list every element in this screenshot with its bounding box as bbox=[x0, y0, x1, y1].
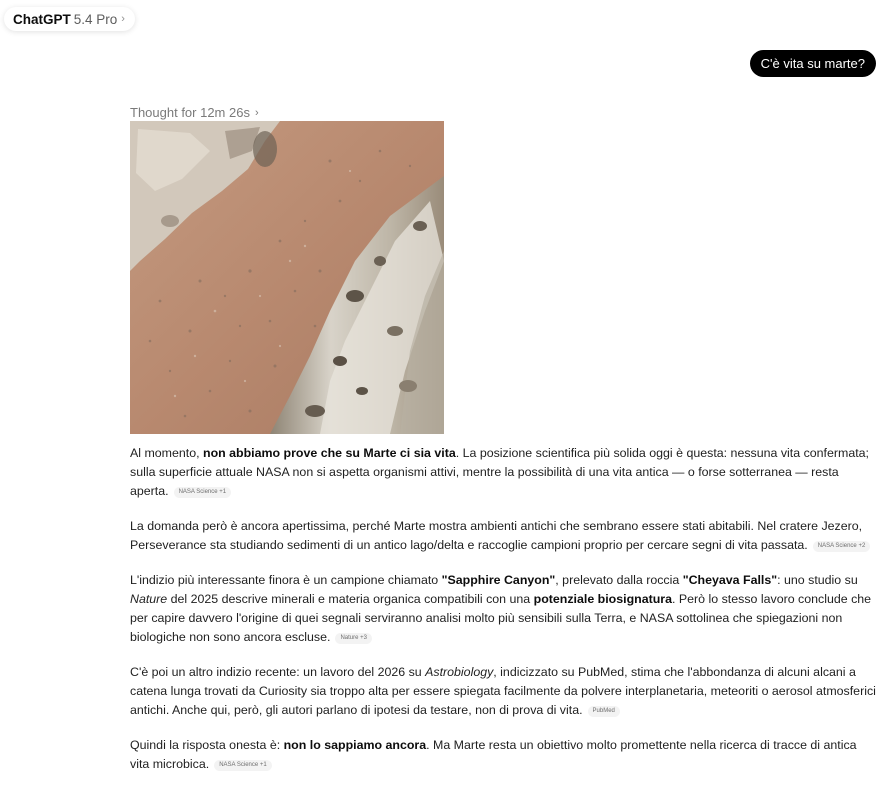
answer-paragraph bbox=[130, 736, 878, 774]
answer-text: Al momento, bbox=[130, 446, 203, 460]
answer-bold-text: potenziale biosignatura bbox=[533, 592, 673, 606]
answer-bold-text: "Sapphire Canyon" bbox=[441, 573, 556, 587]
thought-toggle[interactable] bbox=[130, 105, 259, 120]
answer-italic-text: Nature bbox=[130, 592, 168, 606]
answer-bold-text: "Cheyava Falls" bbox=[682, 573, 778, 587]
citation-badge[interactable]: NASA Science +1 bbox=[174, 487, 232, 498]
answer-text: . Ma Marte resta un obiettivo molto promettente nella ricerca di tracce di antica vita microbica. bbox=[130, 738, 857, 771]
answer-text: : uno studio su bbox=[777, 573, 858, 587]
mars-rock-image[interactable] bbox=[130, 121, 444, 434]
answer-italic-text: Astrobiology bbox=[425, 665, 494, 679]
answer-bold-text: non lo sappiamo ancora bbox=[283, 738, 427, 752]
answer-bold-text: non abbiamo prove che su Marte ci sia vita bbox=[203, 446, 456, 460]
answer-text: . Però lo stesso lavoro conclude che per capire davvero l'origine di quei segnali serviranno analisi molto più sensibili sulla Terra, e NASA sottolinea che spiegazioni non biologiche non sono ancora escluse. bbox=[130, 592, 872, 644]
mars-rock-picture bbox=[130, 121, 444, 434]
answer-paragraph bbox=[130, 444, 878, 501]
model-version: 5.4 Pro bbox=[73, 11, 118, 27]
model-name: ChatGPT bbox=[13, 11, 71, 27]
answer-paragraph bbox=[130, 517, 878, 555]
answer-text: . La posizione scientifica più solida oggi è questa: nessuna vita confermata; sulla superficie attuale NASA non si aspetta organismi attivi, mentre la possibilità di una vita antica — o forse sotterranea — resta aperta. bbox=[130, 446, 869, 498]
answer-text: , prelevato dalla roccia bbox=[555, 573, 683, 587]
answer-paragraph bbox=[130, 571, 878, 647]
answer-text: L'indizio più interessante finora è un campione chiamato bbox=[130, 573, 442, 587]
answer-text: , indicizzato su PubMed, stima che l'abbondanza di alcuni alcani a catena lunga trovati da Curiosity sia troppo alta per essere spiegata facilmente da polvere interplanetaria, meteoriti o aerosol atmosferici antichi. Anche qui, però, gli autori parlano di ipotesi da testare, non di prova di vita. bbox=[130, 665, 876, 717]
answer-text: del 2025 descrive minerali e materia organica compatibili con una bbox=[167, 592, 534, 606]
user-message-bubble: C'è vita su marte? bbox=[750, 50, 876, 77]
citation-badge[interactable]: NASA Science +1 bbox=[214, 760, 272, 771]
answer-text: Quindi la risposta onesta è: bbox=[130, 738, 284, 752]
answer-text: La domanda però è ancora apertissima, perché Marte mostra ambienti antichi che sembrano essere stati abitabili. Nel cratere Jezero, Perseverance sta studiando sedimenti di un antico lago/delta e raccoglie campioni proprio per cercare segni di vita passata. bbox=[130, 519, 863, 552]
answer-text: C'è poi un altro indizio recente: un lavoro del 2026 su bbox=[130, 665, 426, 679]
citation-badge[interactable]: PubMed bbox=[588, 706, 620, 717]
answer-paragraph bbox=[130, 663, 878, 720]
citation-badge[interactable]: NASA Science +2 bbox=[813, 541, 871, 552]
citation-badge[interactable]: Nature +3 bbox=[335, 633, 372, 644]
chevron-right-icon: › bbox=[121, 13, 125, 25]
chevron-right-icon: › bbox=[254, 106, 259, 119]
assistant-answer bbox=[130, 444, 878, 790]
thought-label: Thought for 12m 26s bbox=[130, 105, 250, 120]
model-selector-button[interactable] bbox=[4, 7, 135, 31]
